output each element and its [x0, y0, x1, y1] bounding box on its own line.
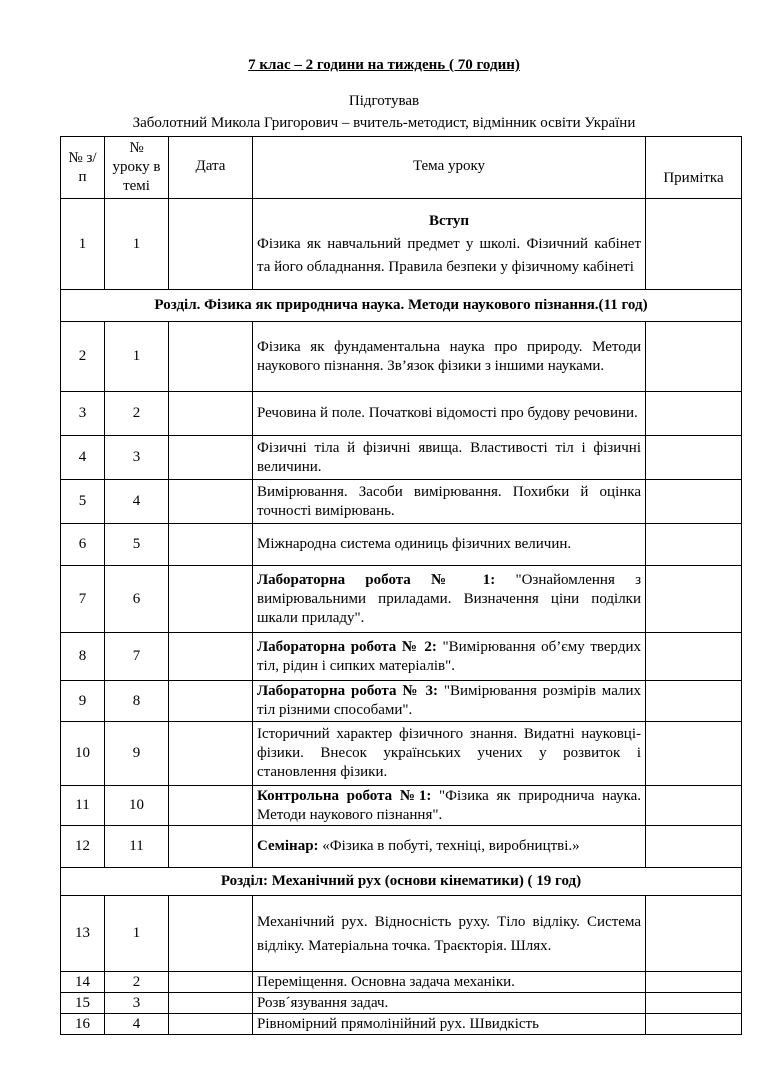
row-note — [646, 681, 742, 722]
topic-text: «Фізика в побуті, техніці, виробництві.» — [318, 838, 580, 854]
row-note — [646, 524, 742, 566]
section-1-rows — [61, 322, 742, 868]
topic-prefix: Лабораторна робота № 3: — [257, 683, 438, 699]
row-lesson: 4 — [105, 480, 169, 524]
topic-text: Вимірювання. Засоби вимірювання. Похибки й оцінка точності вимірювань. — [257, 483, 641, 519]
row-lesson: 4 — [105, 1014, 169, 1035]
row-topic — [253, 633, 646, 681]
row-num: 13 — [61, 896, 105, 972]
row-num: 1 — [61, 199, 105, 290]
table-row — [61, 896, 742, 972]
row-topic — [253, 480, 646, 524]
section-2-rows — [61, 896, 742, 1035]
row-num: 4 — [61, 436, 105, 480]
row-num: 15 — [61, 993, 105, 1014]
topic-text: Переміщення. Основна задача механіки. — [257, 974, 515, 990]
topic-text: "Вимірювання об’єму твердих тіл, рідин і сипких матеріалів". — [257, 638, 641, 674]
row-lesson: 9 — [105, 722, 169, 786]
topic-prefix: Семінар: — [257, 838, 319, 854]
table-row — [61, 392, 742, 436]
row-date — [169, 566, 253, 633]
row-note — [646, 972, 742, 993]
row-lesson: 10 — [105, 786, 169, 826]
table-row — [61, 993, 742, 1014]
row-topic — [253, 199, 646, 290]
topic-text: Фізика як фундаментальна наука про природу. Методи наукового пізнання. Зв’язок фізики з іншими науками. — [257, 338, 641, 374]
row-lesson: 2 — [105, 392, 169, 436]
table-row — [61, 826, 742, 868]
row-date — [169, 1014, 253, 1035]
row-lesson: 1 — [105, 199, 169, 290]
col-header-lesson: № уроку в темі — [105, 137, 169, 199]
row-lesson: 2 — [105, 972, 169, 993]
row-lesson: 5 — [105, 524, 169, 566]
row-date — [169, 786, 253, 826]
intro-heading: Вступ — [429, 212, 469, 229]
row-note — [646, 633, 742, 681]
row-date — [169, 826, 253, 868]
row-lesson: 3 — [105, 993, 169, 1014]
table-row — [61, 972, 742, 993]
intro-topic: Фізика як навчальний предмет у школі. Фізичний кабінет та його обладнання. Правила безпеки у фізичному кабінеті — [257, 235, 641, 275]
row-topic — [253, 786, 646, 826]
row-num: 14 — [61, 972, 105, 993]
topic-text: Речовина й поле. Початкові відомості про будову речовини. — [257, 405, 638, 421]
table-row — [61, 322, 742, 392]
row-date — [169, 199, 253, 290]
row-lesson: 1 — [105, 322, 169, 392]
row-num: 3 — [61, 392, 105, 436]
row-date — [169, 993, 253, 1014]
topic-text: "Ознайомлення з вимірювальними приладами. Визначення ціни поділки шкали приладу". — [257, 571, 641, 626]
row-lesson: 8 — [105, 681, 169, 722]
section-title: Розділ: Механічний рух (основи кінематики) ( 19 год) — [61, 868, 742, 896]
topic-text: "Фізика як природнича наука. Методи наукового пізнання". — [257, 787, 641, 823]
row-date — [169, 322, 253, 392]
row-date — [169, 524, 253, 566]
row-date — [169, 896, 253, 972]
row-lesson: 3 — [105, 436, 169, 480]
section-row — [61, 290, 742, 322]
table-row — [61, 480, 742, 524]
row-topic — [253, 722, 646, 786]
table-row — [61, 436, 742, 480]
row-topic — [253, 524, 646, 566]
table-row — [61, 1014, 742, 1035]
row-num: 7 — [61, 566, 105, 633]
row-date — [169, 436, 253, 480]
table-header-row — [61, 137, 742, 199]
row-lesson: 6 — [105, 566, 169, 633]
row-num: 9 — [61, 681, 105, 722]
row-num: 8 — [61, 633, 105, 681]
topic-prefix: Контрольна робота №1: — [257, 787, 432, 804]
topic-text: Рівномірний прямолінійний рух. Швидкість — [257, 1016, 539, 1032]
row-topic — [253, 993, 646, 1014]
col-header-note: Примітка — [646, 137, 742, 199]
row-lesson: 11 — [105, 826, 169, 868]
row-topic — [253, 681, 646, 722]
topic-prefix: Лабораторна робота № 1: — [257, 571, 496, 588]
topic-text: Міжнародна система одиниць фізичних величин. — [257, 536, 572, 552]
table-row — [61, 524, 742, 566]
table-row — [61, 786, 742, 826]
row-num: 16 — [61, 1014, 105, 1035]
row-date — [169, 633, 253, 681]
section-title: Розділ. Фізика як природнича наука. Методи наукового пізнання.(11 год) — [61, 290, 742, 322]
row-note — [646, 896, 742, 972]
row-topic — [253, 896, 646, 972]
table-row — [61, 633, 742, 681]
row-num: 5 — [61, 480, 105, 524]
row-note — [646, 392, 742, 436]
row-num: 11 — [61, 786, 105, 826]
page-title: 7 клас – 2 години на тиждень ( 70 годин) — [248, 57, 520, 73]
table-row — [61, 681, 742, 722]
row-note — [646, 566, 742, 633]
prepared-label: Підготував — [348, 93, 420, 109]
row-lesson: 1 — [105, 896, 169, 972]
row-topic — [253, 322, 646, 392]
row-num: 12 — [61, 826, 105, 868]
row-note — [646, 436, 742, 480]
row-note — [646, 993, 742, 1014]
table-row — [61, 566, 742, 633]
row-topic — [253, 972, 646, 993]
col-header-date: Дата — [169, 137, 253, 199]
row-date — [169, 480, 253, 524]
lesson-plan-table — [60, 136, 742, 1035]
row-num: 6 — [61, 524, 105, 566]
topic-text: Механічний рух. Відносність руху. Тіло відліку. Система відліку. Матеріальна точка. Траєкторія. Шлях. — [257, 913, 641, 954]
row-note — [646, 786, 742, 826]
row-note — [646, 480, 742, 524]
row-lesson: 7 — [105, 633, 169, 681]
col-header-num: № з/п — [61, 137, 105, 199]
row-topic — [253, 566, 646, 633]
topic-text: Розв´язування задач. — [257, 995, 389, 1011]
row-note — [646, 199, 742, 290]
row-num: 2 — [61, 322, 105, 392]
row-topic — [253, 1014, 646, 1035]
row-note — [646, 1014, 742, 1035]
topic-prefix: Лабораторна робота № 2: — [257, 638, 437, 655]
col-header-topic: Тема уроку — [253, 137, 646, 199]
topic-text: "Вимірювання розмірів малих тіл різними способами". — [257, 683, 641, 718]
row-topic — [253, 436, 646, 480]
author-line: Заболотний Микола Григорович – вчитель-методист, відмінник освіти України — [132, 115, 636, 131]
row-date — [169, 392, 253, 436]
row-topic — [253, 826, 646, 868]
table-row — [61, 722, 742, 786]
row-topic — [253, 392, 646, 436]
row-date — [169, 681, 253, 722]
row-note — [646, 722, 742, 786]
row-note — [646, 322, 742, 392]
row-note — [646, 826, 742, 868]
topic-text: Фізичні тіла й фізичні явища. Властивості тіл і фізичні величини. — [257, 439, 641, 475]
row-num: 10 — [61, 722, 105, 786]
row-date — [169, 972, 253, 993]
topic-text: Історичний характер фізичного знання. Видатні науковці-фізики. Внесок українських учених у розвиток і становлення фізики. — [257, 726, 641, 780]
section-row — [61, 868, 742, 896]
table-row — [61, 199, 742, 290]
row-date — [169, 722, 253, 786]
